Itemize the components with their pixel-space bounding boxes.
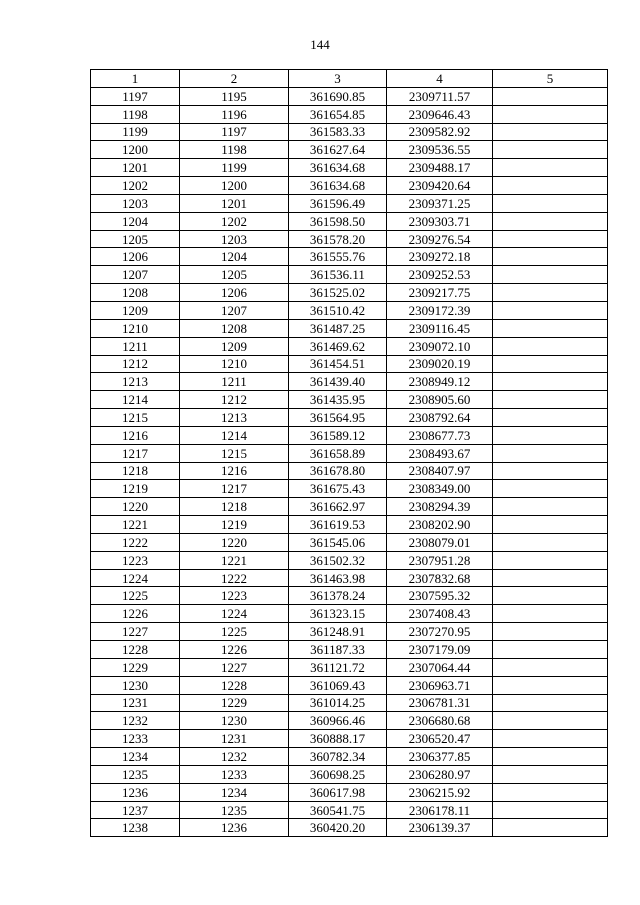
table-cell-col3: 361454.51 (289, 355, 387, 373)
table-cell-col2: 1210 (180, 355, 289, 373)
table-cell-col5 (493, 516, 608, 534)
table-cell-col3: 360966.46 (289, 712, 387, 730)
table-cell-col4: 2308905.60 (387, 391, 493, 409)
header-cell-1: 1 (91, 70, 180, 88)
table-cell-col4: 2306280.97 (387, 765, 493, 783)
table-cell-col2: 1206 (180, 284, 289, 302)
table-row (91, 426, 608, 444)
table-cell-col4: 2308949.12 (387, 373, 493, 391)
table-cell-col5 (493, 801, 608, 819)
table-row (91, 516, 608, 534)
table-cell-col1: 1225 (91, 587, 180, 605)
table-cell-col5 (493, 480, 608, 498)
table-cell-col4: 2306680.68 (387, 712, 493, 730)
table-cell-col4: 2309646.43 (387, 105, 493, 123)
table-cell-col2: 1215 (180, 444, 289, 462)
table-row (91, 355, 608, 373)
table-cell-col2: 1234 (180, 783, 289, 801)
table-row (91, 266, 608, 284)
table-cell-col2: 1229 (180, 694, 289, 712)
table-cell-col3: 361502.32 (289, 551, 387, 569)
table-cell-col4: 2309116.45 (387, 319, 493, 337)
table-cell-col1: 1226 (91, 605, 180, 623)
table-cell-col1: 1229 (91, 658, 180, 676)
table-cell-col2: 1232 (180, 748, 289, 766)
table-cell-col4: 2309172.39 (387, 301, 493, 319)
table-cell-col4: 2308079.01 (387, 533, 493, 551)
table-cell-col5 (493, 533, 608, 551)
table-row (91, 409, 608, 427)
header-cell-3: 3 (289, 70, 387, 88)
table-cell-col1: 1205 (91, 230, 180, 248)
table-cell-col2: 1208 (180, 319, 289, 337)
table-cell-col2: 1216 (180, 462, 289, 480)
table-cell-col5 (493, 301, 608, 319)
header-row (91, 70, 608, 88)
table-cell-col2: 1220 (180, 533, 289, 551)
table-cell-col1: 1221 (91, 516, 180, 534)
table-cell-col2: 1218 (180, 498, 289, 516)
table-cell-col1: 1213 (91, 373, 180, 391)
table-cell-col3: 361545.06 (289, 533, 387, 551)
table-row (91, 783, 608, 801)
table-cell-col2: 1213 (180, 409, 289, 427)
table-row (91, 391, 608, 409)
table-cell-col5 (493, 783, 608, 801)
coordinates-table (90, 69, 608, 837)
table-cell-col2: 1205 (180, 266, 289, 284)
table-cell-col1: 1197 (91, 87, 180, 105)
table-cell-col5 (493, 462, 608, 480)
table-cell-col1: 1214 (91, 391, 180, 409)
table-cell-col3: 361069.43 (289, 676, 387, 694)
table-cell-col3: 360782.34 (289, 748, 387, 766)
table-cell-col1: 1215 (91, 409, 180, 427)
table-cell-col1: 1211 (91, 337, 180, 355)
table-row (91, 194, 608, 212)
table-cell-col3: 361654.85 (289, 105, 387, 123)
table-cell-col2: 1199 (180, 159, 289, 177)
table-cell-col5 (493, 658, 608, 676)
table-row (91, 248, 608, 266)
table-cell-col1: 1219 (91, 480, 180, 498)
table-cell-col4: 2309252.53 (387, 266, 493, 284)
table-cell-col5 (493, 284, 608, 302)
table-cell-col1: 1223 (91, 551, 180, 569)
table-cell-col2: 1222 (180, 569, 289, 587)
table-cell-col5 (493, 194, 608, 212)
table-cell-col3: 361463.98 (289, 569, 387, 587)
table-cell-col2: 1228 (180, 676, 289, 694)
table-cell-col4: 2309488.17 (387, 159, 493, 177)
table-cell-col4: 2306215.92 (387, 783, 493, 801)
table-cell-col1: 1230 (91, 676, 180, 694)
table-body (91, 87, 608, 836)
table-cell-col3: 360888.17 (289, 730, 387, 748)
table-cell-col4: 2309420.64 (387, 177, 493, 195)
table-cell-col5 (493, 819, 608, 837)
table-row (91, 319, 608, 337)
table-row (91, 141, 608, 159)
table-cell-col3: 361619.53 (289, 516, 387, 534)
table-cell-col3: 360698.25 (289, 765, 387, 783)
table-cell-col3: 361487.25 (289, 319, 387, 337)
table-cell-col5 (493, 391, 608, 409)
table-cell-col1: 1232 (91, 712, 180, 730)
table-cell-col2: 1207 (180, 301, 289, 319)
table-cell-col1: 1202 (91, 177, 180, 195)
table-cell-col4: 2306377.85 (387, 748, 493, 766)
table-cell-col3: 361564.95 (289, 409, 387, 427)
table-cell-col3: 361121.72 (289, 658, 387, 676)
table-cell-col2: 1212 (180, 391, 289, 409)
table-cell-col2: 1211 (180, 373, 289, 391)
table-cell-col3: 361187.33 (289, 641, 387, 659)
table-cell-col2: 1204 (180, 248, 289, 266)
table-cell-col2: 1214 (180, 426, 289, 444)
table-cell-col4: 2309276.54 (387, 230, 493, 248)
table-cell-col5 (493, 141, 608, 159)
table-cell-col5 (493, 355, 608, 373)
table-cell-col4: 2308792.64 (387, 409, 493, 427)
table-cell-col1: 1231 (91, 694, 180, 712)
table-cell-col3: 361525.02 (289, 284, 387, 302)
table-row (91, 123, 608, 141)
table-cell-col4: 2307832.68 (387, 569, 493, 587)
table-cell-col1: 1217 (91, 444, 180, 462)
table-row (91, 694, 608, 712)
table-cell-col3: 361583.33 (289, 123, 387, 141)
table-cell-col3: 361014.25 (289, 694, 387, 712)
table-cell-col4: 2308407.97 (387, 462, 493, 480)
table-cell-col3: 360541.75 (289, 801, 387, 819)
table-cell-col3: 361510.42 (289, 301, 387, 319)
table-cell-col1: 1203 (91, 194, 180, 212)
table-cell-col3: 361323.15 (289, 605, 387, 623)
table-cell-col2: 1235 (180, 801, 289, 819)
table-row (91, 801, 608, 819)
table-row (91, 712, 608, 730)
header-cell-4: 4 (387, 70, 493, 88)
table-cell-col2: 1223 (180, 587, 289, 605)
table-row (91, 212, 608, 230)
table-cell-col5 (493, 337, 608, 355)
table-cell-col5 (493, 730, 608, 748)
table-cell-col3: 360617.98 (289, 783, 387, 801)
table-cell-col4: 2309303.71 (387, 212, 493, 230)
table-cell-col2: 1203 (180, 230, 289, 248)
table-row (91, 605, 608, 623)
table-cell-col1: 1218 (91, 462, 180, 480)
page-number: 144 (310, 37, 330, 52)
table-cell-col1: 1207 (91, 266, 180, 284)
table-cell-col5 (493, 587, 608, 605)
table-header (91, 70, 608, 88)
table-row (91, 765, 608, 783)
table-cell-col1: 1235 (91, 765, 180, 783)
table-cell-col1: 1220 (91, 498, 180, 516)
table-cell-col5 (493, 373, 608, 391)
table-cell-col1: 1209 (91, 301, 180, 319)
table-cell-col3: 361596.49 (289, 194, 387, 212)
table-cell-col4: 2307179.09 (387, 641, 493, 659)
table-row (91, 587, 608, 605)
table-cell-col1: 1222 (91, 533, 180, 551)
table-cell-col2: 1221 (180, 551, 289, 569)
table-cell-col5 (493, 248, 608, 266)
table-cell-col4: 2308349.00 (387, 480, 493, 498)
table-row (91, 301, 608, 319)
table-cell-col5 (493, 676, 608, 694)
table-cell-col2: 1198 (180, 141, 289, 159)
table-row (91, 230, 608, 248)
table-cell-col4: 2306520.47 (387, 730, 493, 748)
table-cell-col4: 2306963.71 (387, 676, 493, 694)
table-cell-col3: 361578.20 (289, 230, 387, 248)
table-cell-col1: 1212 (91, 355, 180, 373)
table-cell-col5 (493, 694, 608, 712)
table-cell-col5 (493, 123, 608, 141)
table-row (91, 498, 608, 516)
table-cell-col4: 2308202.90 (387, 516, 493, 534)
table-cell-col5 (493, 409, 608, 427)
table-cell-col2: 1200 (180, 177, 289, 195)
table-cell-col1: 1201 (91, 159, 180, 177)
table-cell-col5 (493, 641, 608, 659)
table-cell-col4: 2309272.18 (387, 248, 493, 266)
table-row (91, 87, 608, 105)
table-cell-col5 (493, 105, 608, 123)
table-row (91, 676, 608, 694)
table-cell-col4: 2307270.95 (387, 623, 493, 641)
table-cell-col1: 1199 (91, 123, 180, 141)
table-row (91, 177, 608, 195)
table-cell-col5 (493, 159, 608, 177)
table-cell-col5 (493, 444, 608, 462)
table-cell-col5 (493, 319, 608, 337)
table-row (91, 551, 608, 569)
table-cell-col4: 2309020.19 (387, 355, 493, 373)
table-cell-col2: 1202 (180, 212, 289, 230)
header-cell-2: 2 (180, 70, 289, 88)
table-cell-col4: 2306178.11 (387, 801, 493, 819)
table-cell-col3: 361435.95 (289, 391, 387, 409)
table-cell-col1: 1234 (91, 748, 180, 766)
table-cell-col4: 2307595.32 (387, 587, 493, 605)
table-cell-col1: 1237 (91, 801, 180, 819)
table-row (91, 284, 608, 302)
table-cell-col5 (493, 177, 608, 195)
table-cell-col2: 1230 (180, 712, 289, 730)
table-cell-col5 (493, 623, 608, 641)
table-row (91, 159, 608, 177)
table-cell-col1: 1210 (91, 319, 180, 337)
table-cell-col5 (493, 569, 608, 587)
table-cell-col5 (493, 87, 608, 105)
table-cell-col4: 2309582.92 (387, 123, 493, 141)
table-cell-col3: 361536.11 (289, 266, 387, 284)
table-cell-col5 (493, 765, 608, 783)
table-cell-col3: 361439.40 (289, 373, 387, 391)
table-cell-col1: 1233 (91, 730, 180, 748)
table-cell-col2: 1227 (180, 658, 289, 676)
table-cell-col5 (493, 748, 608, 766)
table-cell-col1: 1204 (91, 212, 180, 230)
table-cell-col5 (493, 212, 608, 230)
table-cell-col4: 2309072.10 (387, 337, 493, 355)
table-cell-col2: 1231 (180, 730, 289, 748)
table-row (91, 462, 608, 480)
table-cell-col4: 2306139.37 (387, 819, 493, 837)
table-cell-col4: 2309217.75 (387, 284, 493, 302)
table-cell-col4: 2308493.67 (387, 444, 493, 462)
table-cell-col3: 361678.80 (289, 462, 387, 480)
table-cell-col5 (493, 230, 608, 248)
table-cell-col3: 361634.68 (289, 159, 387, 177)
header-cell-5: 5 (493, 70, 608, 88)
table-row (91, 569, 608, 587)
table-row (91, 748, 608, 766)
table-row (91, 819, 608, 837)
table-cell-col3: 361675.43 (289, 480, 387, 498)
table-row (91, 105, 608, 123)
table-row (91, 641, 608, 659)
table-cell-col3: 361598.50 (289, 212, 387, 230)
table-cell-col1: 1238 (91, 819, 180, 837)
table-row (91, 373, 608, 391)
table-cell-col4: 2307951.28 (387, 551, 493, 569)
table-cell-col3: 361248.91 (289, 623, 387, 641)
table-row (91, 623, 608, 641)
table-cell-col5 (493, 266, 608, 284)
table-cell-col2: 1236 (180, 819, 289, 837)
table-row (91, 533, 608, 551)
table-cell-col4: 2307408.43 (387, 605, 493, 623)
table-row (91, 337, 608, 355)
table-cell-col2: 1195 (180, 87, 289, 105)
table-cell-col2: 1224 (180, 605, 289, 623)
table-cell-col1: 1227 (91, 623, 180, 641)
table-cell-col3: 361662.97 (289, 498, 387, 516)
table-cell-col1: 1206 (91, 248, 180, 266)
table-cell-col4: 2309711.57 (387, 87, 493, 105)
table-cell-col5 (493, 498, 608, 516)
table-row (91, 444, 608, 462)
table-cell-col3: 361378.24 (289, 587, 387, 605)
table-row (91, 480, 608, 498)
table-cell-col5 (493, 605, 608, 623)
table-cell-col2: 1217 (180, 480, 289, 498)
table-cell-col2: 1201 (180, 194, 289, 212)
table-cell-col3: 360420.20 (289, 819, 387, 837)
table-cell-col4: 2308677.73 (387, 426, 493, 444)
table-cell-col3: 361469.62 (289, 337, 387, 355)
table-cell-col1: 1236 (91, 783, 180, 801)
table-cell-col2: 1219 (180, 516, 289, 534)
table-cell-col1: 1216 (91, 426, 180, 444)
table-cell-col1: 1224 (91, 569, 180, 587)
table-cell-col3: 361555.76 (289, 248, 387, 266)
table-cell-col1: 1198 (91, 105, 180, 123)
table-row (91, 730, 608, 748)
table-cell-col4: 2306781.31 (387, 694, 493, 712)
table-cell-col5 (493, 712, 608, 730)
table-cell-col3: 361589.12 (289, 426, 387, 444)
table-cell-col3: 361658.89 (289, 444, 387, 462)
table-cell-col2: 1226 (180, 641, 289, 659)
table-cell-col4: 2307064.44 (387, 658, 493, 676)
table-cell-col5 (493, 551, 608, 569)
table-cell-col1: 1200 (91, 141, 180, 159)
table-cell-col4: 2308294.39 (387, 498, 493, 516)
table-cell-col2: 1233 (180, 765, 289, 783)
table-cell-col5 (493, 426, 608, 444)
table-cell-col3: 361690.85 (289, 87, 387, 105)
table-cell-col1: 1208 (91, 284, 180, 302)
table-cell-col2: 1225 (180, 623, 289, 641)
table-cell-col3: 361634.68 (289, 177, 387, 195)
table-cell-col1: 1228 (91, 641, 180, 659)
table-cell-col2: 1209 (180, 337, 289, 355)
table-cell-col4: 2309536.55 (387, 141, 493, 159)
table-cell-col3: 361627.64 (289, 141, 387, 159)
table-cell-col2: 1197 (180, 123, 289, 141)
table-cell-col2: 1196 (180, 105, 289, 123)
table-cell-col4: 2309371.25 (387, 194, 493, 212)
table-row (91, 658, 608, 676)
